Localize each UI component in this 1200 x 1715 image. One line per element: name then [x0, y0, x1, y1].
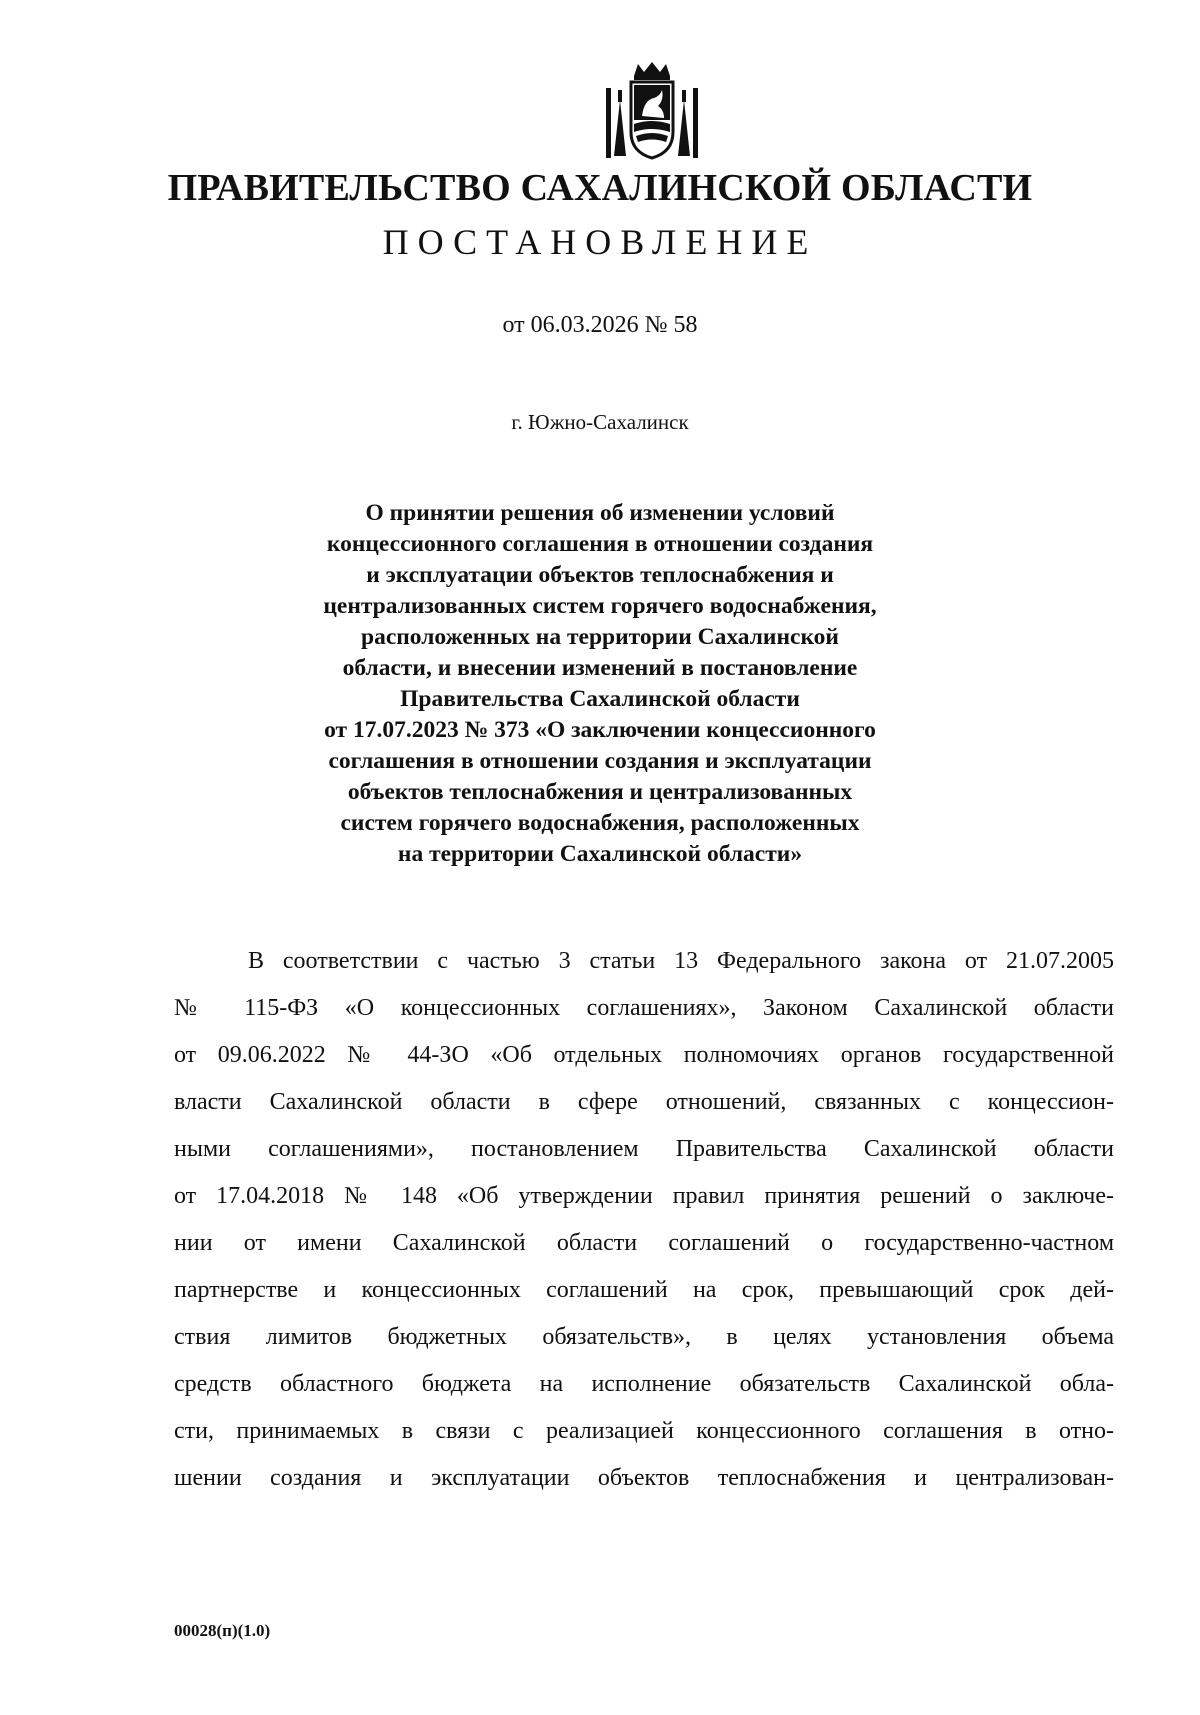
- title-line: систем горячего водоснабжения, расположенных: [340, 810, 860, 836]
- body-line: ствия лимитов бюджетных обязательств», в целях установления объема: [174, 1324, 1114, 1350]
- document-date-number: от 06.03.2026 № 58: [502, 312, 698, 338]
- title-line: Правительства Сахалинской области: [400, 686, 800, 712]
- title-line: централизованных систем горячего водоснабжения,: [323, 593, 877, 619]
- body-line: от 09.06.2022 № 44-ЗО «Об отдельных полномочиях органов государственной: [174, 1042, 1114, 1068]
- body-line: средств областного бюджета на исполнение обязательств Сахалинской обла-: [174, 1371, 1114, 1397]
- document-type: ПОСТАНОВЛЕНИЕ: [382, 222, 818, 262]
- body-line: шении создания и эксплуатации объектов теплоснабжения и централизован-: [174, 1465, 1114, 1491]
- title-line: концессионного соглашения в отношении создания: [326, 531, 874, 557]
- title-line: О принятии решения об изменении условий: [365, 500, 835, 526]
- title-line: на территории Сахалинской области»: [397, 841, 803, 867]
- body-line: сти, принимаемых в связи с реализацией концессионного соглашения в отно-: [174, 1418, 1114, 1444]
- body-line: партнерстве и концессионных соглашений на срок, превышающий срок дей-: [174, 1277, 1114, 1303]
- body-line: от 17.04.2018 № 148 «Об утверждении правил принятия решений о заключе-: [174, 1183, 1114, 1209]
- body-line: нии от имени Сахалинской области соглашений о государственно-частном: [174, 1230, 1114, 1256]
- body-line: ными соглашениями», постановлением Правительства Сахалинской области: [174, 1136, 1114, 1162]
- body-line: № 115-ФЗ «О концессионных соглашениях», Законом Сахалинской области: [174, 995, 1114, 1021]
- body-line: власти Сахалинской области в сфере отношений, связанных с концессион-: [174, 1089, 1114, 1115]
- title-line: расположенных на территории Сахалинской: [361, 624, 839, 650]
- title-line: соглашения в отношении создания и эксплуатации: [328, 748, 872, 774]
- body-line: В соответствии с частью 3 статьи 13 Федерального закона от 21.07.2005: [248, 948, 1114, 974]
- title-line: объектов теплоснабжения и централизованных: [347, 779, 853, 805]
- title-line: и эксплуатации объектов теплоснабжения и: [366, 562, 834, 588]
- form-code: 00028(п)(1.0): [174, 1621, 271, 1640]
- title-line: области, и внесении изменений в постановление: [342, 655, 858, 681]
- title-line: от 17.07.2023 № 373 «О заключении концессионного: [324, 717, 876, 743]
- document-title: [240, 498, 960, 870]
- coat-of-arms-icon: [604, 60, 700, 160]
- body-paragraph: [174, 938, 1114, 1502]
- document-place: г. Южно-Сахалинск: [511, 410, 689, 434]
- organization-name: ПРАВИТЕЛЬСТВО САХАЛИНСКОЙ ОБЛАСТИ: [167, 167, 1033, 209]
